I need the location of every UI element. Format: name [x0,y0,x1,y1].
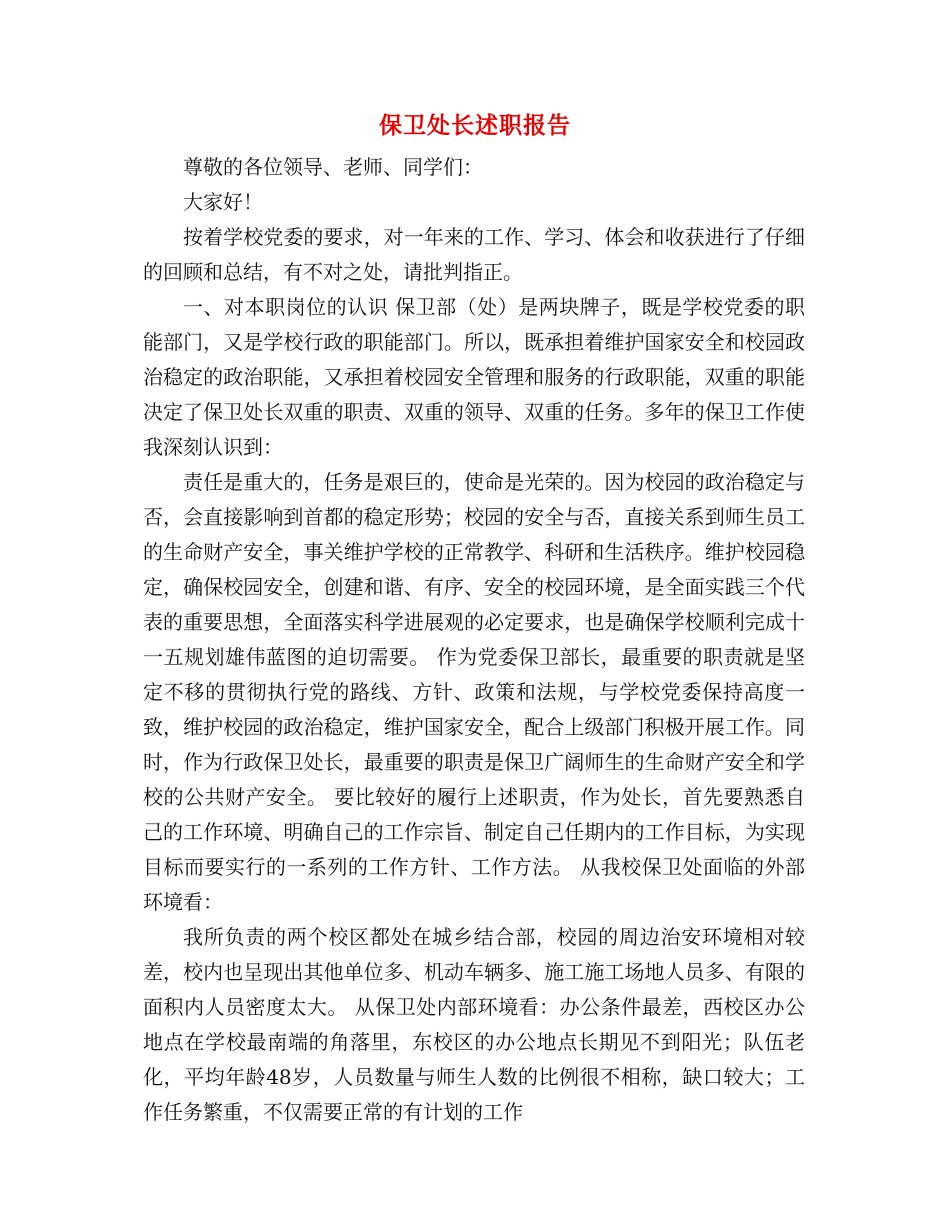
environment-paragraph: 我所负责的两个校区都处在城乡结合部，校园的周边治安环境相对较差，校内也呈现出其他单位多、机动车辆多、施工施工场地人员多、有限的面积内人员密度太大。 从保卫处内部环境看：办公条件最差，西校区办公地点在学校最南端的角落里，东校区的办公地点长期见不到阳光；队伍老化，平均年龄48岁，人员数量与师生人数的比例很不相称，缺口较大；工作任务繁重，不仅需要正常的有计划的工作 [143,925,805,1124]
responsibility-paragraph: 责任是重大的，任务是艰巨的，使命是光荣的。因为校园的政治稳定与否，会直接影响到首都的稳定形势；校园的安全与否，直接关系到师生员工的生命财产安全，事关维护学校的正常教学、科研和生活秩序。维护校园稳定，确保校园安全，创建和谐、有序、安全的校园环境，是全面实践三个代表的重要思想，全面落实科学进展观的必定要求，也是确保学校顺利完成十一五规划雄伟蓝图的迫切需要。 作为党委保卫部长，最重要的职责就是坚定不移的贯彻执行党的路线、方针、政策和法规，与学校党委保持高度一致，维护校园的政治稳定，维护国家安全，配合上级部门积极开展工作。同时，作为行政保卫处长，最重要的职责是保卫广阔师生的生命财产安全和学校的公共财产安全。 要比较好的履行上述职责，作为处长，首先要熟悉自己的工作环境、明确自己的工作宗旨、制定自己任期内的工作目标，为实现目标而要实行的一系列的工作方针、工作方法。 从我校保卫处面临的外部环境看： [143,470,805,914]
greeting-paragraph: 大家好！ [183,190,263,214]
salutation-paragraph: 尊敬的各位领导、老师、同学们： [183,155,483,179]
document-title: 保卫处长述职报告 [379,112,571,139]
intro-paragraph: 按着学校党委的要求，对一年来的工作、学习、体会和收获进行了仔细的回顾和总结，有不对之处，请批判指正。 [143,225,805,284]
role-understanding-paragraph: 一、对本职岗位的认识 保卫部（处）是两块牌子，既是学校党委的职能部门，又是学校行政的职能部门。所以，既承担着维护国家安全和校园政治稳定的政治职能，又承担着校园安全管理和服务的行政职能，双重的职能决定了保卫处长双重的职责、双重的领导、双重的任务。多年的保卫工作使我深刻认识到： [143,295,805,459]
document-body [143,150,805,1130]
